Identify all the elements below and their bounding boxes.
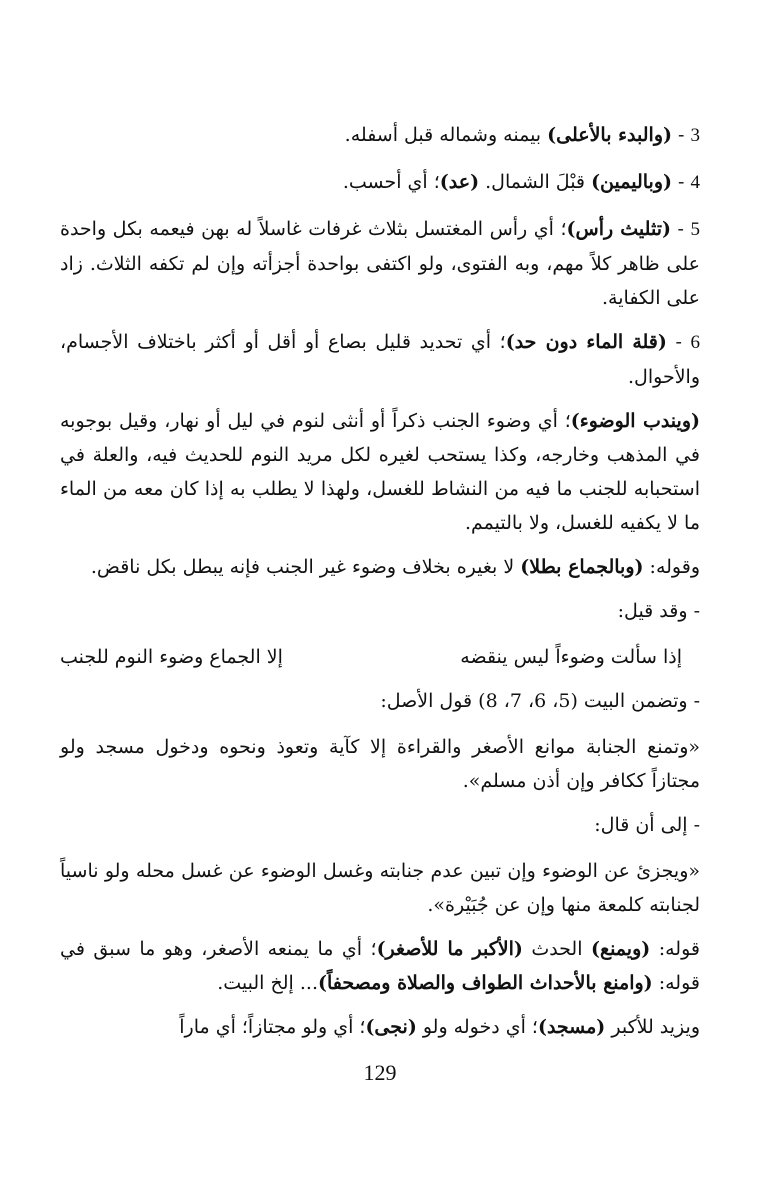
paragraph-text: لا بغيره بخلاف وضوء غير الجنب فإنه يبطل بكل ناقض. (90, 556, 515, 578)
item-number: 4 (690, 172, 700, 193)
poem-verse (60, 640, 700, 674)
paragraph-text: قبْلَ الشمال. (485, 171, 586, 193)
paragraph-tadamman (60, 684, 700, 718)
paragraph-text: «وتمنع الجنابة موانع الأصغر والقراءة إلا كآية وتعوذ ونحوه ودخول مسجد ولو مجتازاً ككافر وإن أذن مسلم». (60, 736, 700, 792)
lead-text: وقوله: (649, 556, 700, 578)
paragraph-text: الحدث (531, 938, 583, 960)
paragraph-qawluh (60, 550, 700, 584)
paragraph-quote-1 (60, 730, 700, 798)
poem-first-hemistich: إذا سألت وضوءاً ليس ينقضه (460, 646, 682, 668)
bold-term: (ويمنع) (590, 938, 651, 960)
bold-term: (وبالجماع بطلا) (520, 556, 644, 578)
paragraph-item-4: 4 - (وباليمين) قبْلَ الشمال. (عد)؛ أي أحسب. (342, 171, 700, 193)
bold-term: (وامنع بالأحداث الطواف والصلاة ومصحفاً) (318, 972, 653, 994)
bold-term: (مسجد) (537, 1016, 606, 1038)
item-number: 3 (690, 125, 700, 146)
paragraph-item-3: 3 - (والبدء بالأعلى) بيمنه وشماله قبل أسفله. (344, 124, 700, 146)
bold-term: (والبدء بالأعلى) (547, 124, 672, 146)
bold-term: (نجى) (365, 1016, 417, 1038)
paragraph-text: بيمنه وشماله قبل أسفله. (344, 124, 542, 146)
bold-term: (وباليمين) (591, 171, 672, 193)
text-column (60, 118, 700, 1054)
paragraph-text: ؛ أي تحديد قليل بصاع أو أقل أو أكثر باختلاف الأجسام، والأحوال. (60, 331, 700, 388)
paragraph-text: ؛ أي ما يمنعه الأصغر، وهو ما سبق في قوله: (60, 938, 700, 994)
bold-term: (قلة الماء دون حد) (505, 331, 667, 353)
paragraph-text: - وتضمن البيت (5، 6، 7، 8) قول الأصل: (380, 690, 700, 712)
paragraph-ila-an-qal (60, 808, 700, 842)
paragraph-wudu (60, 404, 700, 540)
paragraph-quote-2 (60, 854, 700, 922)
paragraph-yamna (60, 932, 700, 1000)
paragraph-text: ؛ أي رأس المغتسل بثلاث غرفات غاسلاً له بهن فيعمه بكل واحدة على ظاهر كلاً مهم، وبه الفتوى، ولو اكتفى بواحدة أجزأته وإن لم تكفه الثلاث. زاد على الكفاية. (60, 218, 700, 309)
bold-term: (عد) (439, 171, 480, 193)
paragraph-text: «ويجزئ عن الوضوء وإن تبين عدم جنابته وغسل الوضوء عن غسل محله ولو ناسياً لجنابته كلمعة منها وإن عن جُبَيْرة». (60, 860, 700, 916)
paragraph-text: - إلى أن قال: (594, 814, 700, 836)
bold-term: (الأكبر ما للأصغر) (376, 938, 523, 960)
item-number: 5 (690, 219, 701, 240)
paragraph-text: - وقد قيل: (617, 600, 700, 622)
paragraph-text: ؛ أي ولو مجتازاً؛ أي ماراً (179, 1016, 366, 1038)
paragraph-text: ؛ أي دخوله ولو (422, 1016, 538, 1038)
page-number: 129 (363, 1060, 397, 1085)
bold-term: (ويندب الوضوء) (570, 410, 700, 432)
item-number: 6 (690, 332, 701, 353)
paragraph-yazid (60, 1010, 700, 1044)
paragraph-text: ؛ أي أحسب. (342, 171, 440, 193)
paragraph-qad-qil (60, 594, 700, 628)
poem-second-hemistich: إلا الجماع وضوء النوم للجنب (60, 646, 283, 668)
lead-text: قوله: (658, 938, 700, 960)
bold-term: (تثليث رأس) (566, 218, 671, 240)
paragraph-text: ؛ أي وضوء الجنب ذكراً أو أنثى لنوم في ليل أو نهار، وقيل بوجوبه في المذهب وخارجه، وكذا يستحب لغيره لكل مريد النوم للحديث فيه، والعلة في استحبابه للجنب ما فيه من النشاط للغسل، ولهذا لا يطلب به إذا كان معه من الماء ما لا يكفيه للغسل، ولا بالتيمم. (60, 410, 700, 534)
lead-text: ويزيد للأكبر (611, 1016, 700, 1038)
paragraph-text: ... إلخ البيت. (217, 972, 318, 994)
paragraph-item-6: 6 - (قلة الماء دون حد)؛ أي تحديد قليل بصاع أو أقل أو أكثر باختلاف الأجسام، والأحوال. (60, 331, 701, 388)
paragraph-item-5: 5 - (تثليث رأس)؛ أي رأس المغتسل بثلاث غرفات غاسلاً له بهن فيعمه بكل واحدة على ظاهر كلاً مهم، وبه الفتوى، ولو اكتفى بواحدة أجزأته وإن لم تكفه الثلاث. زاد على الكفاية. (60, 218, 701, 309)
